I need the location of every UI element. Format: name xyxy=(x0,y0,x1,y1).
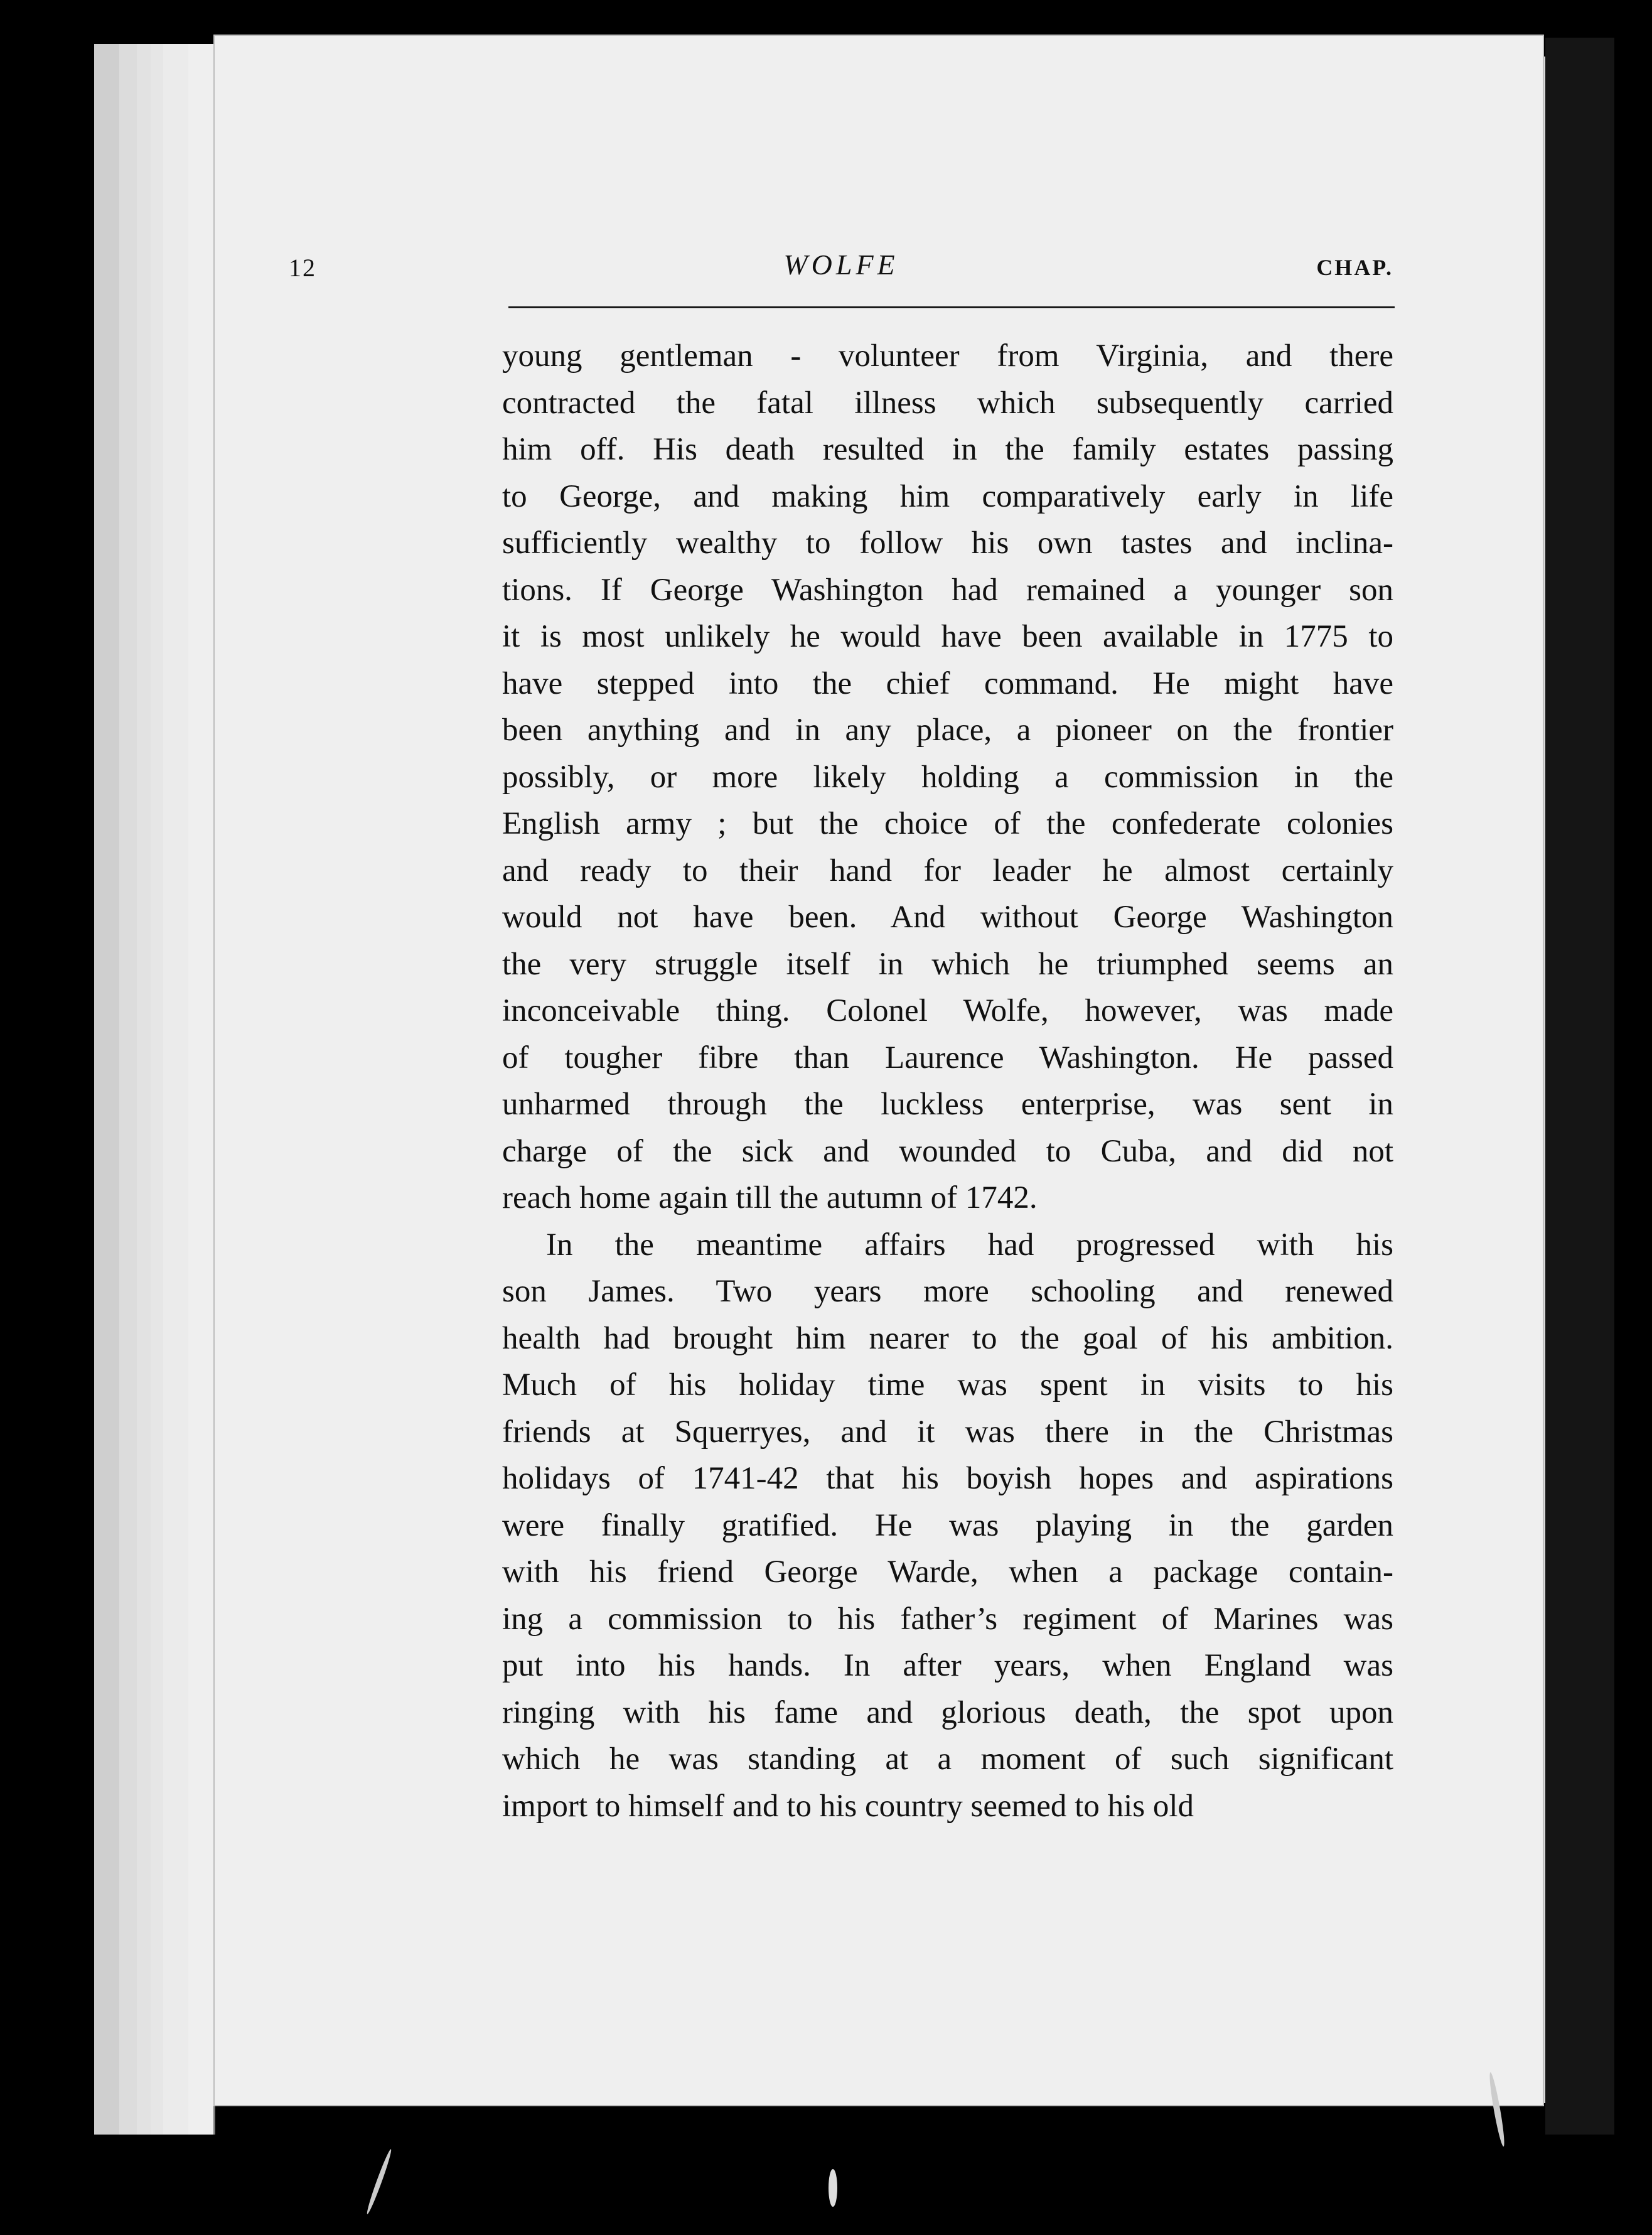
text-line: English army ; but the choice of the confederate colonies xyxy=(502,806,1393,841)
text-line: which he was standing at a moment of such significant xyxy=(502,1742,1393,1777)
text-line: with his friend George Warde, when a package contain- xyxy=(502,1554,1393,1590)
text-line: put into his hands. In after years, when England was xyxy=(502,1648,1393,1683)
text-line: contracted the fatal illness which subsequently carried xyxy=(502,385,1393,421)
page-edge xyxy=(94,44,121,2135)
text-line: of tougher fibre than Laurence Washington. He passed xyxy=(502,1040,1393,1075)
speck xyxy=(829,2169,837,2207)
page-edge xyxy=(188,44,215,2135)
text-line: the very struggle itself in which he triumphed seems an xyxy=(502,946,1393,982)
page-edge xyxy=(163,44,190,2135)
text-line: been anything and in any place, a pioneer on the frontier xyxy=(502,713,1393,748)
text-line: sufficiently wealthy to follow his own tastes and inclina- xyxy=(502,525,1393,561)
text-line: young gentleman - volunteer from Virginia, and there xyxy=(502,338,1393,374)
body-text xyxy=(502,333,1393,1829)
text-line: to George, and making him comparatively early in life xyxy=(502,478,1393,514)
text-line: would not have been. And without George Washington xyxy=(502,900,1393,935)
text-line: were finally gratified. He was playing in the garden xyxy=(502,1507,1393,1543)
speck xyxy=(365,2148,393,2215)
text-line: Much of his holiday time was spent in visits to his xyxy=(502,1367,1393,1403)
text-line: son James. Two years more schooling and renewed xyxy=(502,1274,1393,1309)
text-line: friends at Squerryes, and it was there in the Christmas xyxy=(502,1414,1393,1450)
text-line: him off. His death resulted in the family estates passing xyxy=(502,432,1393,467)
text-line: ringing with his fame and glorious death, the spot upon xyxy=(502,1694,1393,1730)
text-line: ing a commission to his father’s regiment of Marines was xyxy=(502,1601,1393,1637)
text-line: holidays of 1741-42 that his boyish hopes and aspirations xyxy=(502,1461,1393,1496)
text-line: tions. If George Washington had remained a younger son xyxy=(502,572,1393,608)
text-line: have stepped into the chief command. He might have xyxy=(502,665,1393,701)
chapter-label: CHAP. xyxy=(1316,255,1393,280)
text-line: inconceivable thing. Colonel Wolfe, however, was made xyxy=(502,993,1393,1028)
running-title: WOLFE xyxy=(783,249,899,281)
text-line: and ready to their hand for leader he almost certainly xyxy=(502,853,1393,888)
text-line: charge of the sick and wounded to Cuba, and did not xyxy=(502,1133,1393,1169)
text-line: reach home again till the autumn of 1742. xyxy=(502,1180,1038,1215)
text-line: unharmed through the luckless enterprise, was sent in xyxy=(502,1087,1393,1122)
text-line: health had brought him nearer to the goal of his ambition. xyxy=(502,1320,1393,1356)
header-rule xyxy=(508,306,1395,308)
page-number: 12 xyxy=(289,254,316,282)
text-line: it is most unlikely he would have been available in 1775 to xyxy=(502,619,1393,654)
text-line: possibly, or more likely holding a commission in the xyxy=(502,759,1393,795)
binding-shadow xyxy=(1545,38,1614,2135)
page-edge xyxy=(119,44,139,2135)
text-line: import to himself and to his country seemed to his old xyxy=(502,1788,1194,1824)
running-head xyxy=(289,248,1393,292)
text-line: In the meantime affairs had progressed with his xyxy=(546,1227,1393,1263)
